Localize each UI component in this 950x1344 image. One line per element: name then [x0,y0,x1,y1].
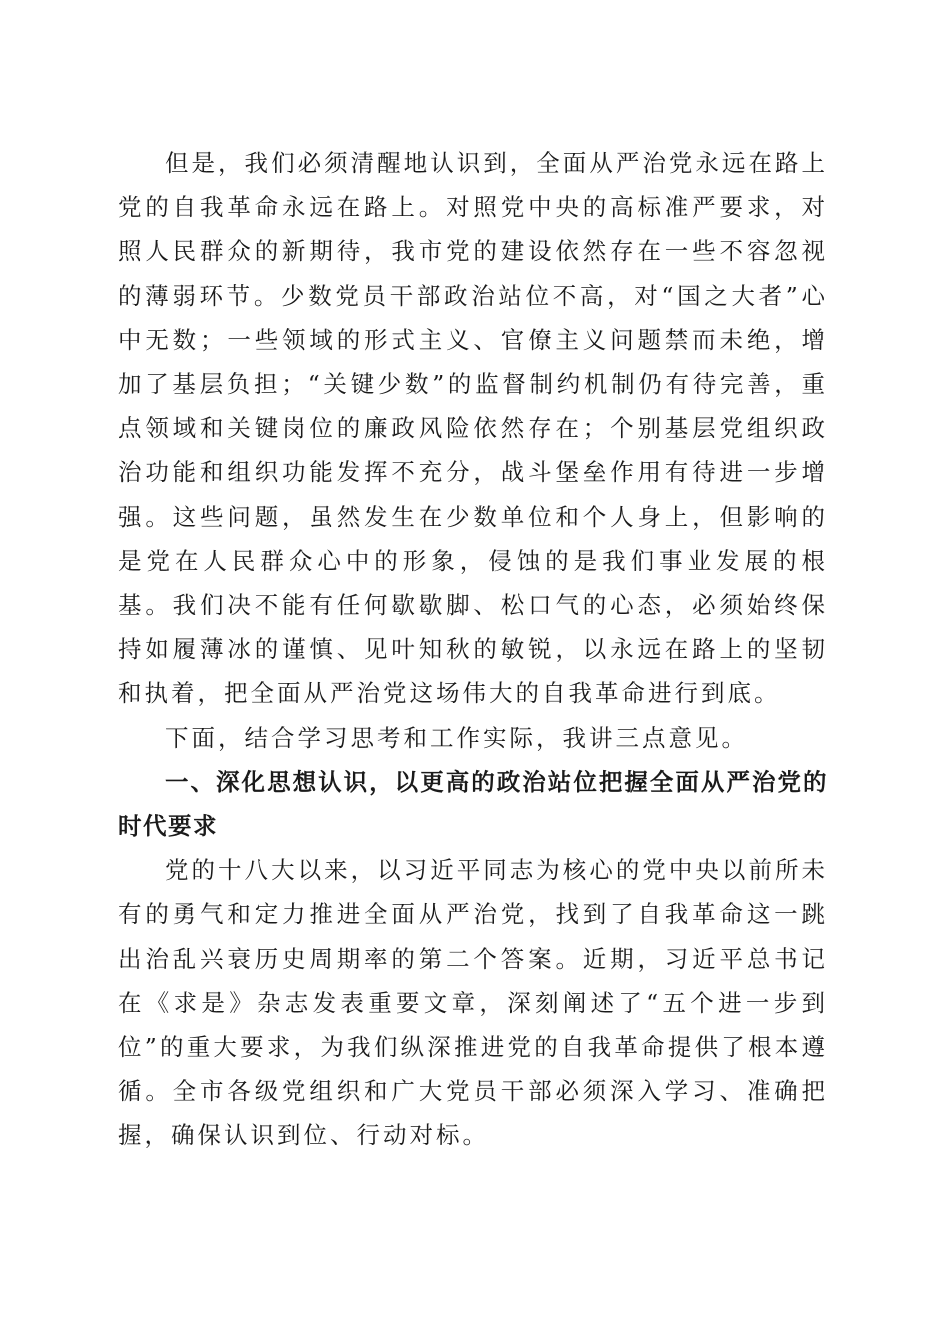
document-page [118,141,828,1158]
paragraph-three-points: 下面，结合学习思考和工作实际，我讲三点意见。 [165,723,748,752]
paragraph-self-revolution: 但是，我们必须清醒地认识到，全面从严治党永远在路上党的自我革命永远在路上。对照党中央的高标准严要求，对照人民群众的新期待，我市党的建设依然存在一些不容忽视的薄弱环节。少数党员干部政治站位不高，对“国之大者”心中无数；一些领域的形式主义、官僚主义问题禁而未绝，增加了基层负担；“关键少数”的监督制约机制仍有待完善，重点领域和关键岗位的廉政风险依然存在；个别基层党组织政治功能和组织功能发挥不充分，战斗堡垒作用有待进一步增强。这些问题，虽然发生在少数单位和个人身上，但影响的是党在人民群众心中的形象，侵蚀的是我们事业发展的根基。我们决不能有任何歇歇脚、松口气的心态，必须始终保持如履薄冰的谨慎、见叶知秋的敏锐，以永远在路上的坚韧和执着，把全面从严治党这场伟大的自我革命进行到底。 [118,149,828,708]
section-heading-1: 一、深化思想认识，以更高的政治站位把握全面从严治党的时代要求 [118,767,828,841]
paragraph-since-18th-congress: 党的十八大以来，以习近平同志为核心的党中央以前所未有的勇气和定力推进全面从严治党，找到了自我革命这一跳出治乱兴衰历史周期率的第二个答案。近期，习近平总书记在《求是》杂志发表重要文章，深刻阐述了“五个进一步到位”的重大要求，为我们纵深推进党的自我革命提供了根本遵循。全市各级党组织和广大党员干部必须深入学习、准确把握，确保认识到位、行动对标。 [118,856,828,1150]
